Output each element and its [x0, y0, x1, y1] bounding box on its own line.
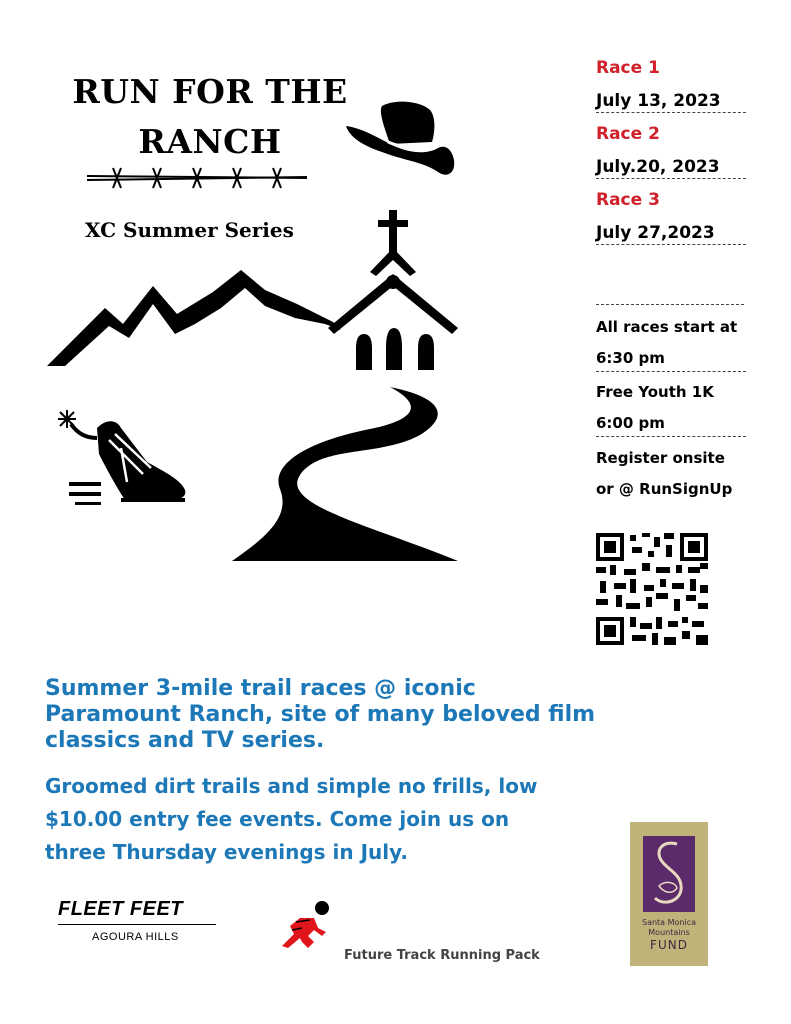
- race-3-label: Race 3: [596, 190, 660, 210]
- smmf-logo: [630, 822, 708, 966]
- smmf-name-line1: Santa Monica: [641, 918, 697, 927]
- register-onsite-text: Register onsite: [596, 449, 725, 467]
- info-divider-top: [596, 304, 744, 305]
- event-subtitle: XC Summer Series: [85, 218, 294, 242]
- fleet-feet-location: AGOURA HILLS: [92, 931, 179, 943]
- race-3-date: July 27,2023: [596, 223, 746, 245]
- running-figure-logo-icon: [278, 898, 334, 950]
- winding-road-icon: [230, 385, 460, 565]
- start-time-label: All races start at: [596, 318, 738, 336]
- event-title-line1: RUN FOR THE: [72, 72, 348, 111]
- running-shoe-icon: [55, 408, 190, 506]
- fleet-feet-logo: [58, 898, 233, 958]
- fleet-feet-name: FLEET FEET: [58, 898, 216, 925]
- race-2-date: July.20, 2023: [596, 157, 746, 179]
- promo-paragraph-1: Summer 3-mile trail races @ iconic Paramount Ranch, site of many beloved film classics and TV series.: [45, 676, 596, 753]
- race-1-date: July 13, 2023: [596, 91, 746, 113]
- smmf-emblem: [643, 836, 695, 912]
- future-track-name: Future Track Running Pack: [344, 948, 540, 963]
- start-time-value: 6:30 pm: [596, 349, 746, 372]
- race-1-label: Race 1: [596, 58, 660, 78]
- youth-race-time: 6:00 pm: [596, 414, 746, 437]
- mountains-icon: [45, 262, 345, 372]
- smmf-name-line2: Mountains: [648, 928, 690, 937]
- church-icon: [326, 208, 466, 376]
- cowboy-hat-icon: [342, 98, 457, 180]
- smmf-name-line3: FUND: [650, 938, 688, 952]
- promo-paragraph-2: Groomed dirt trails and simple no frills, low $10.00 entry fee events. Come join us on three Thursday evenings in July.: [45, 774, 538, 864]
- barbed-wire-icon: [85, 164, 310, 194]
- register-online-text: or @ RunSignUp: [596, 480, 733, 498]
- event-title-line2: RANCH: [138, 122, 282, 161]
- youth-race-label: Free Youth 1K: [596, 383, 714, 401]
- race-2-label: Race 2: [596, 124, 660, 144]
- qr-code[interactable]: [596, 533, 708, 645]
- swan-icon: [643, 836, 695, 912]
